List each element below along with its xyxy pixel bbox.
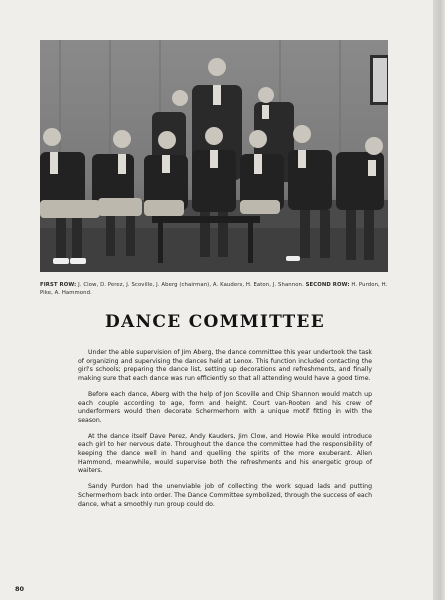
paragraph: At the dance itself Dave Perez, Andy Kauders, Jim Clow, and Howie Pike would introduce each girl to her nervous date. Throughout the dance the committee had the responsibility of keeping the dance well in hand and quelling the spirits of the more exuberant. Allen Hammond, meanwhile, would supervise both the refreshments and his energetic group of waiters. [78,432,372,475]
first-row-names: J. Clow, D. Perez, J. Scoville, J. Aberg (chairman), A. Kauders, H. Eaton, J. Shannon. [78,282,304,288]
paragraph: Before each dance, Aberg with the help of Jon Scoville and Chip Shannon would match up each couple according to age, form and height. Court van-Rooten and his crew of underformers would then decorate Schermerhorn with a unique motif fitting in with the season. [78,390,372,424]
paragraph: Under the able supervision of Jim Aberg, the dance committee this year undertook the task of organizing and supervising the dances held at Lenox. This function included contacting the girl's schools; preparing the dance list, setting up decorations and refreshments, and finally making sure that each dance was run efficiently so that all attending would have a good time. [78,349,372,383]
first-row-label: FIRST ROW: [40,282,77,288]
second-row-label: SECOND ROW: [305,282,350,288]
page-title: DANCE COMMITTEE [105,312,325,332]
group-photo [40,40,388,272]
book-spine-edge [433,0,445,600]
paragraph: Sandy Purdon had the unenviable job of collecting the work squad lads and putting Schermerhorn back into order. The Dance Committee symbolized, through the success of each dance, what a smoothly run group could do. [78,483,372,508]
second-row-names: H. Purdon, H. Pike, A. Hammond. [40,282,388,296]
photo-caption [40,282,390,297]
article-body [78,349,372,516]
page-number: 80 [15,585,25,593]
